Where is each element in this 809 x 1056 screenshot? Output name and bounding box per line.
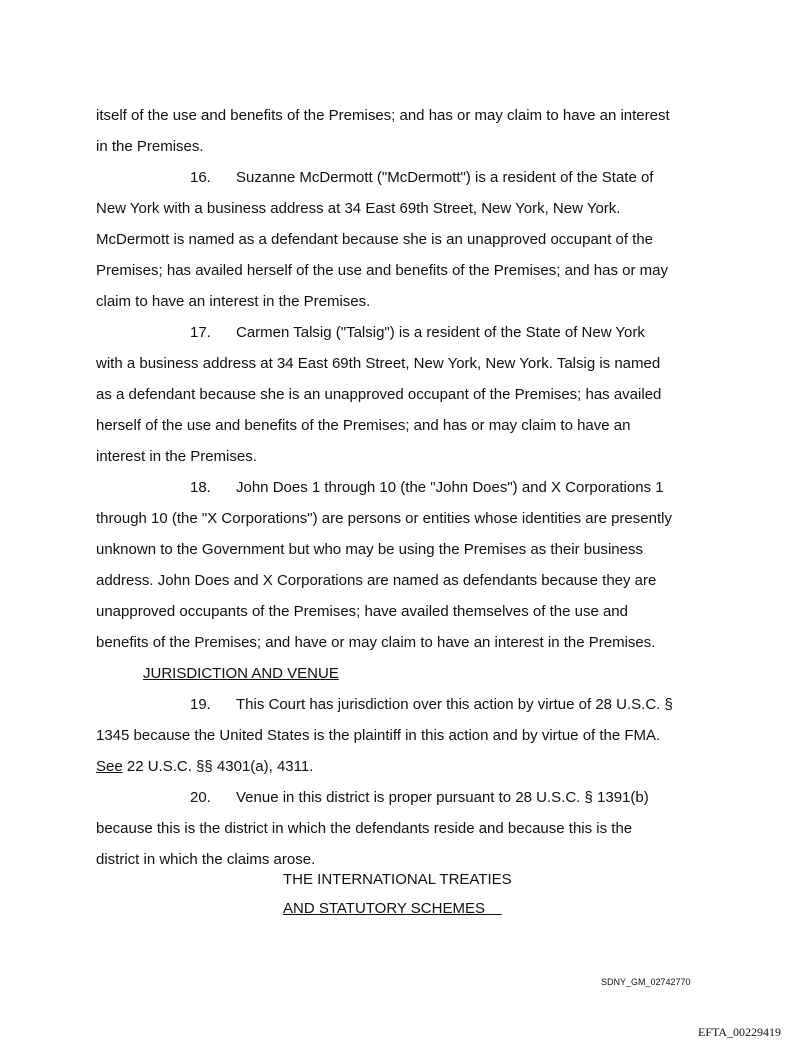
- body-line: interest in the Premises.: [96, 448, 257, 465]
- body-line: address. John Does and X Corporations are named as defendants because they are: [96, 572, 657, 589]
- body-line: itself of the use and benefits of the Premises; and has or may claim to have an interest: [96, 107, 670, 124]
- body-line: herself of the use and benefits of the Premises; and has or may claim to have an: [96, 417, 631, 434]
- section-heading-treaties-line1: THE INTERNATIONAL TREATIES: [283, 871, 512, 888]
- body-line: 1345 because the United States is the plaintiff in this action and by virtue of the FMA.: [96, 727, 661, 744]
- body-line: because this is the district in which the defendants reside and because this is the: [96, 820, 633, 837]
- paragraph-17-lead: Carmen Talsig ("Talsig") is a resident of the State of New York: [236, 324, 645, 341]
- section-heading-treaties-line2: AND STATUTORY SCHEMES: [283, 900, 502, 917]
- paragraph-number-17: 17.: [190, 324, 211, 341]
- paragraph-number-20: 20.: [190, 789, 211, 806]
- body-line: New York with a business address at 34 East 69th Street, New York, New York.: [96, 200, 621, 217]
- paragraph-20-lead: Venue in this district is proper pursuant to 28 U.S.C. § 1391(b): [236, 789, 649, 806]
- body-line: as a defendant because she is an unapproved occupant of the Premises; has availed: [96, 386, 662, 403]
- paragraph-number-19: 19.: [190, 696, 211, 713]
- paragraph-19-lead: This Court has jurisdiction over this action by virtue of 28 U.S.C. §: [236, 696, 673, 713]
- body-line: claim to have an interest in the Premises.: [96, 293, 371, 310]
- efta-stamp: EFTA_00229419: [698, 1025, 782, 1039]
- body-line: unknown to the Government but who may be using the Premises as their business: [96, 541, 643, 558]
- paragraph-number-18: 18.: [190, 479, 211, 496]
- body-line: McDermott is named as a defendant because she is an unapproved occupant of the: [96, 231, 654, 248]
- paragraph-number-16: 16.: [190, 169, 211, 186]
- body-line: Premises; has availed herself of the use and benefits of the Premises; and has or may: [96, 262, 668, 279]
- body-line: with a business address at 34 East 69th Street, New York, New York. Talsig is named: [96, 355, 661, 372]
- body-line: benefits of the Premises; and have or may claim to have an interest in the Premises.: [96, 634, 656, 651]
- paragraph-18-lead: John Does 1 through 10 (the "John Does") and X Corporations 1: [236, 479, 664, 496]
- bates-number: SDNY_GM_02742770: [601, 977, 691, 987]
- body-line: unapproved occupants of the Premises; have availed themselves of the use and: [96, 603, 628, 620]
- see-signal: See: [96, 758, 123, 775]
- citation-line: [96, 758, 313, 776]
- body-line: district in which the claims arose.: [96, 851, 316, 868]
- paragraph-16-lead: Suzanne McDermott ("McDermott") is a resident of the State of: [236, 169, 654, 186]
- body-line: in the Premises.: [96, 138, 204, 155]
- citation-text: 22 U.S.C. §§ 4301(a), 4311.: [122, 758, 314, 775]
- section-heading-jurisdiction: JURISDICTION AND VENUE: [143, 665, 339, 682]
- body-line: through 10 (the "X Corporations") are persons or entities whose identities are presently: [96, 510, 672, 527]
